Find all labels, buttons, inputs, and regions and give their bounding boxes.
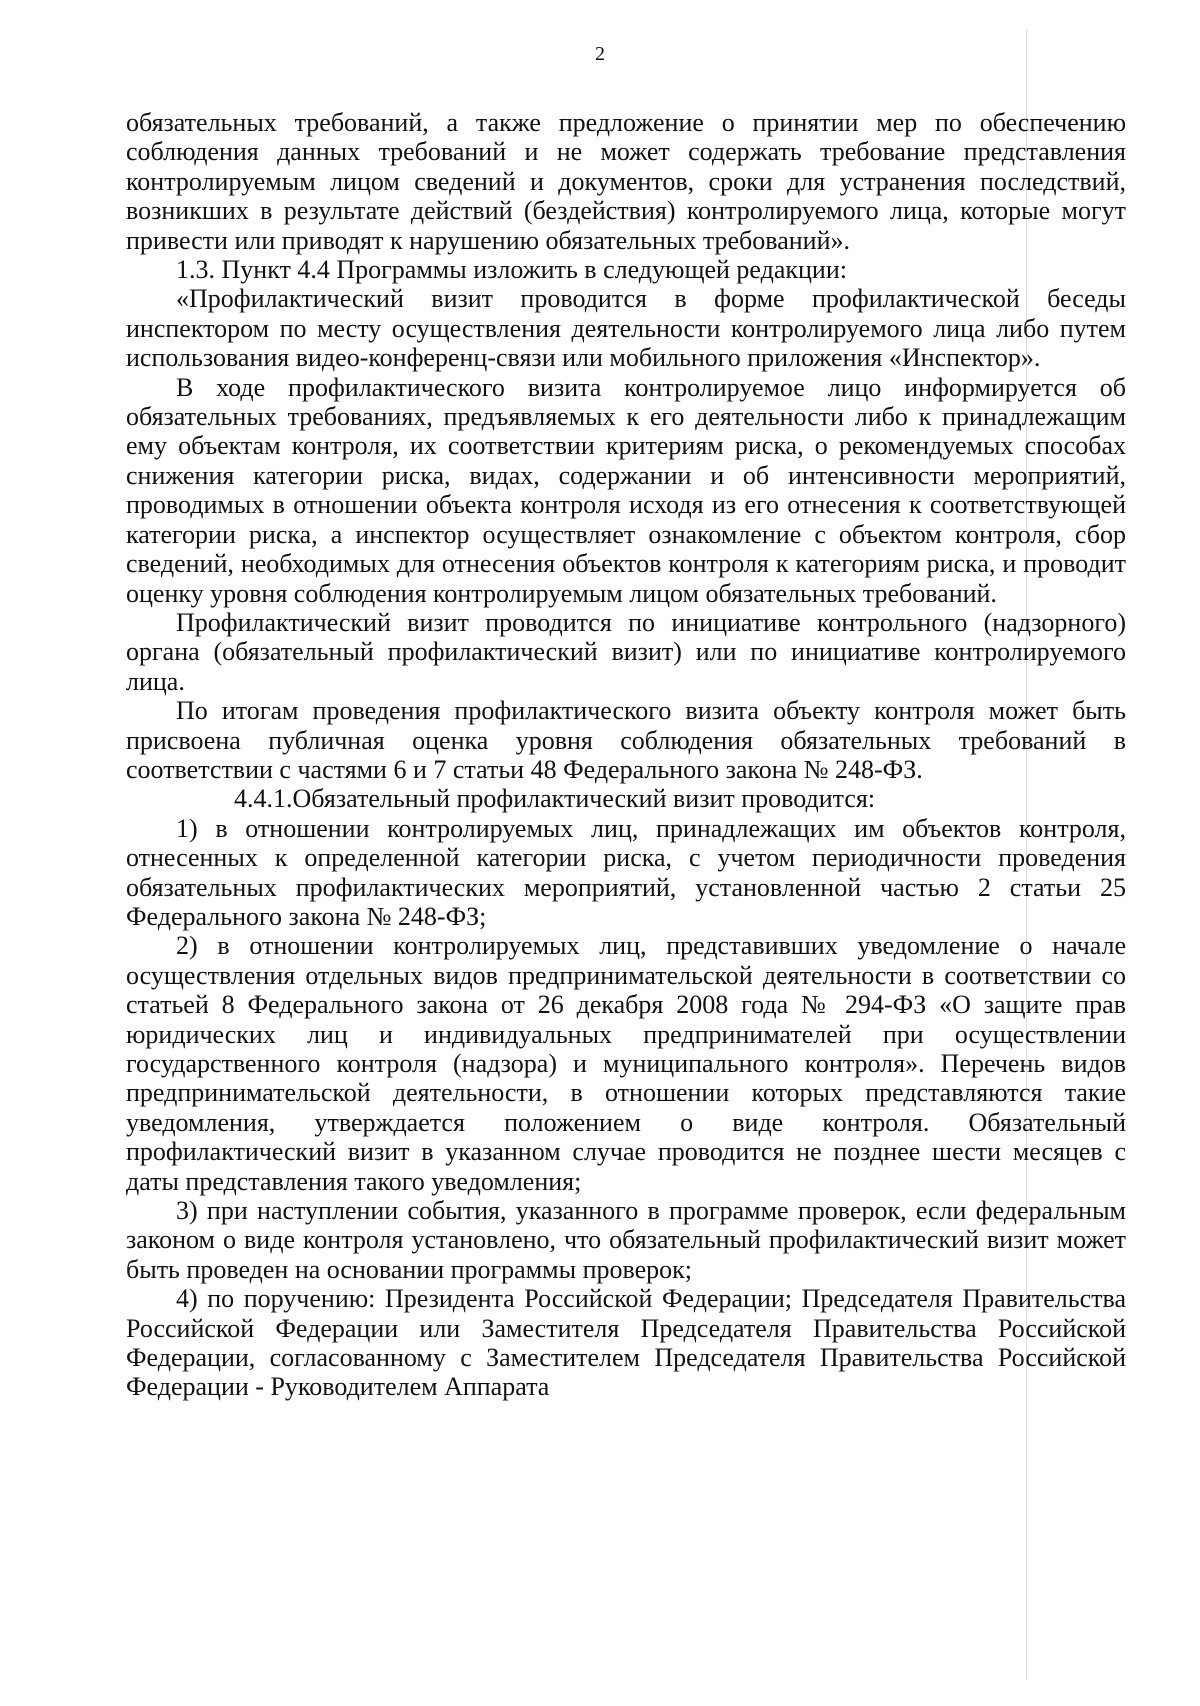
paragraph-visit-content: В ходе профилактического визита контролируемое лицо информируется об обязательных требованиях, предъявляемых к его деятельности либо к принадлежащим ему объектам контроля, их соответствии критериям риска, о рекомендуемых способах снижения категории риска, видах, содержании и об интенсивности мероприятий, проводимых в отношении объекта контроля исходя из его отнесения к соответствующей категории риска, а инспектор осуществляет ознакомление с объектом контроля, сбор сведений, необходимых для отнесения объектов контроля к категориям риска, и проводит оценку уровня соблюдения контролируемым лицом обязательных требований. bbox=[126, 372, 1126, 608]
paragraph-clause-4-4-1: 4.4.1.Обязательный профилактический визит проводится: bbox=[234, 784, 876, 814]
list-item-1: 1) в отношении контролируемых лиц, принадлежащих им объектов контроля, отнесенных к определенной категории риска, с учетом периодичности проведения обязательных профилактических мероприятий, установленной частью 2 статьи 25 Федерального закона № 248-ФЗ; bbox=[126, 813, 1126, 931]
paragraph-clause-1-3: 1.3. Пункт 4.4 Программы изложить в следующей редакции: bbox=[176, 255, 847, 285]
page-number: 2 bbox=[595, 43, 605, 65]
list-item-2: 2) в отношении контролируемых лиц, представивших уведомление о начале осуществления отдельных видов предпринимательской деятельности в соответствии со статьей 8 Федерального закона от 26 декабря 2008 года № 294-ФЗ «О защите прав юридических лиц и индивидуальных предпринимателей при осуществлении государственного контроля (надзора) и муниципального контроля». Перечень видов предпринимательской деятельности, в отношении которых представляются такие уведомления, утверждается положением о виде контроля. Обязательный профилактический визит в указанном случае проводится не позднее шести месяцев с даты представления такого уведомления; bbox=[126, 931, 1126, 1196]
list-item-3: 3) при наступлении события, указанного в программе проверок, если федеральным законом о виде контроля установлено, что обязательный профилактический визит может быть проведен на основании программы проверок; bbox=[126, 1196, 1126, 1284]
document-body bbox=[126, 108, 1126, 1402]
list-item-4: 4) по поручению: Президента Российской Федерации; Председателя Правительства Российской Федерации или Заместителя Председателя Правительства Российской Федерации, согласованному с Заместителем Председателя Правительства Российской Федерации - Руководителем Аппарата bbox=[126, 1284, 1126, 1402]
paragraph-visit-form: «Профилактический визит проводится в форме профилактической беседы инспектором по месту осуществления деятельности контролируемого лица либо путем использования видео-конференц-связи или мобильного приложения «Инспектор». bbox=[126, 284, 1126, 373]
paragraph-continuation: обязательных требований, а также предложение о принятии мер по обеспечению соблюдения данных требований и не может содержать требование представления контролируемым лицом сведений и документов, сроки для устранения последствий, возникших в результате действий (бездействия) контролируемого лица, которые могут привести или приводят к нарушению обязательных требований». bbox=[126, 108, 1126, 255]
paragraph-visit-initiative: Профилактический визит проводится по инициативе контрольного (надзорного) органа (обязательный профилактический визит) или по инициативе контролируемого лица. bbox=[126, 607, 1126, 696]
paragraph-public-assessment: По итогам проведения профилактического визита объекту контроля может быть присвоена публичная оценка уровня соблюдения обязательных требований в соответствии с частями 6 и 7 статьи 48 Федерального закона № 248-ФЗ. bbox=[126, 696, 1126, 784]
